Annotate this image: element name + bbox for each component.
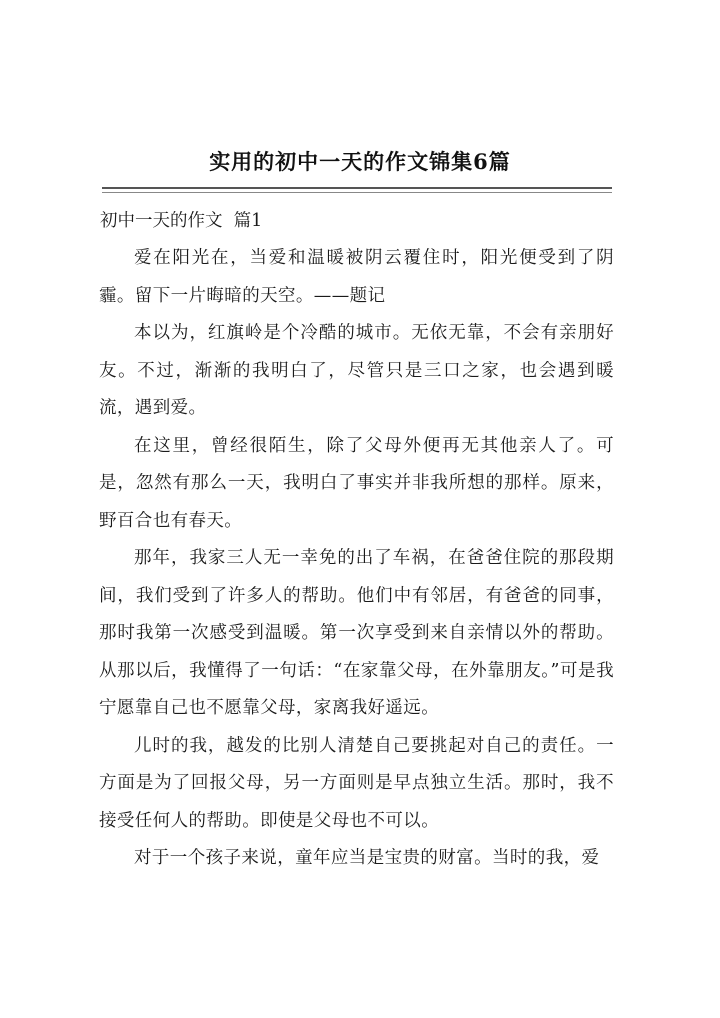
title-divider-thin	[102, 192, 612, 193]
title-divider-thick	[102, 187, 612, 189]
paragraph: 对于一个孩子来说，童年应当是宝贵的财富。当时的我，爱	[134, 848, 600, 868]
body-text	[99, 240, 614, 878]
paragraph: 本以为，红旗岭是个冷酷的城市。无依无靠，不会有亲朋好友。不过，渐渐的我明白了，尽管只是三口之家，也会遇到暖流，遇到爱。	[99, 323, 614, 418]
section-heading: 初中一天的作文 篇1	[100, 211, 263, 231]
paragraph: 那年，我家三人无一幸免的出了车祸，在爸爸住院的那段期间，我们受到了许多人的帮助。他们中有邻居，有爸爸的同事，那时我第一次感受到温暖。第一次享受到来自亲情以外的帮助。从那以后，我懂得了一句话：“在家靠父母，在外靠朋友。”可是我宁愿靠自己也不愿靠父母，家离我好遥远。	[99, 548, 614, 718]
paragraph: 在这里，曾经很陌生，除了父母外便再无其他亲人了。可是，忽然有那么一天，我明白了事实并非我所想的那样。原来，野百合也有春天。	[99, 435, 614, 531]
paragraph: 儿时的我，越发的比别人清楚自己要挑起对自己的责任。一方面是为了回报父母，另一方面则是早点独立生活。那时，我不接受任何人的帮助。即使是父母也不可以。	[99, 735, 614, 831]
document-title: 实用的初中一天的作文锦集6篇	[209, 149, 511, 174]
paragraph-epigraph: 爱在阳光在，当爱和温暖被阴云覆住时，阳光便受到了阴霾。留下一片晦暗的天空。——题记	[99, 248, 614, 306]
